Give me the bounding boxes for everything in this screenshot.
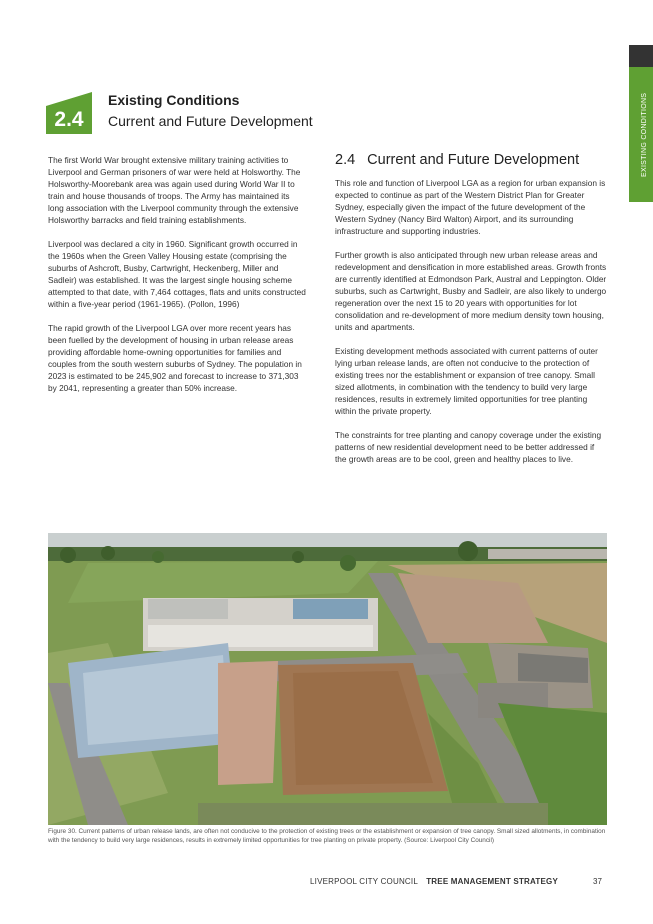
section-number: 2.4 <box>335 152 356 168</box>
paragraph: The rapid growth of the Liverpool LGA over more recent years has been fuelled by the development of housing in urban release areas providing affordable home-owning opportunities for families and couples from the south western suburbs of Sydney. The population in 2023 is estimated to be 245,902 and forecast to increase to 371,303 by 2041, representing a greater than 50% increase. <box>48 323 302 393</box>
footer-organisation: LIVERPOOL CITY COUNCIL <box>310 877 418 886</box>
paragraph: The constraints for tree planting and canopy coverage under the existing patterns of new residential development need to be better addressed if the growth areas are to be cool, green and healthy places to live. <box>335 430 602 464</box>
paragraph: Liverpool was declared a city in 1960. Significant growth occurred in the 1960s when the Green Valley Housing estate (comprising the suburbs of Ashcroft, Busby, Cartwright, Heckenberg, Miller and Sadleir) was established. It was the largest single housing scheme attempted to that date, with 7,464 cottages, flats and units constructed within a five-year period (1961-1965). (Pollon, 1996) <box>48 239 306 309</box>
paragraph: The first World War brought extensive military training activities to Liverpool and German prisoners of war were held at Holsworthy. The Holsworthy-Moorebank area was again used during World War II to train and house thousands of troops. The Army has maintained its long association with the Liverpool community through the extensive Holsworthy barracks and field training establishments. <box>48 155 301 225</box>
paragraph: This role and function of Liverpool LGA as a region for urban expansion is expected to continue as part of the Western District Plan for Greater Sydney, especially given the impact of the future development of the Western Sydney (Nancy Bird Walton) Airport, and its surrounding infrastructure and supporting industries. <box>335 178 606 236</box>
right-column <box>335 177 607 477</box>
footer-document-title: TREE MANAGEMENT STRATEGY <box>426 877 558 886</box>
page-number: 37 <box>593 877 602 886</box>
section-badge <box>46 92 92 134</box>
section-title: Current and Future Development <box>367 152 580 168</box>
page-title: Existing Conditions <box>108 92 240 108</box>
left-column <box>48 154 306 406</box>
paragraph: Existing development methods associated with current patterns of outer lying urban release lands, are often not conducive to the protection of existing trees nor the establishment or expansion of tree canopy. Small sized allotments, in combination with the tendency to build very large residences, results in extremely limited opportunities for tree planting within the private property. <box>335 346 598 416</box>
section-side-tab <box>629 45 653 202</box>
figure-caption: Figure 30. Current patterns of urban release lands, are often not conducive to the protection of existing trees or the establishment or expansion of tree canopy. Small sized allotments, in combination with the tendency to build very large residences, results in extremely limited opportunities for tree planting on private property. (Source: Liverpool City Council) <box>48 828 606 844</box>
side-tab-marker <box>629 45 653 67</box>
section-badge-number: 2.4 <box>54 108 84 131</box>
aerial-photo <box>48 533 607 825</box>
page-footer <box>310 877 602 886</box>
page-subtitle: Current and Future Development <box>108 113 313 129</box>
section-heading <box>335 152 579 168</box>
side-tab-label: EXISTING CONDITIONS <box>641 92 648 177</box>
paragraph: Further growth is also anticipated through new urban release areas and redevelopment and densification in more established areas. Growth fronts are currently identified at Edmondson Park, Austral and Leppington. Older suburbs, such as Cartwright, Busby and Sadleir, are also likely to undergo regeneration over the next 15 to 20 years with opportunities for lot consolidation and re-development of more medium density town housing, units and apartments. <box>335 250 607 332</box>
